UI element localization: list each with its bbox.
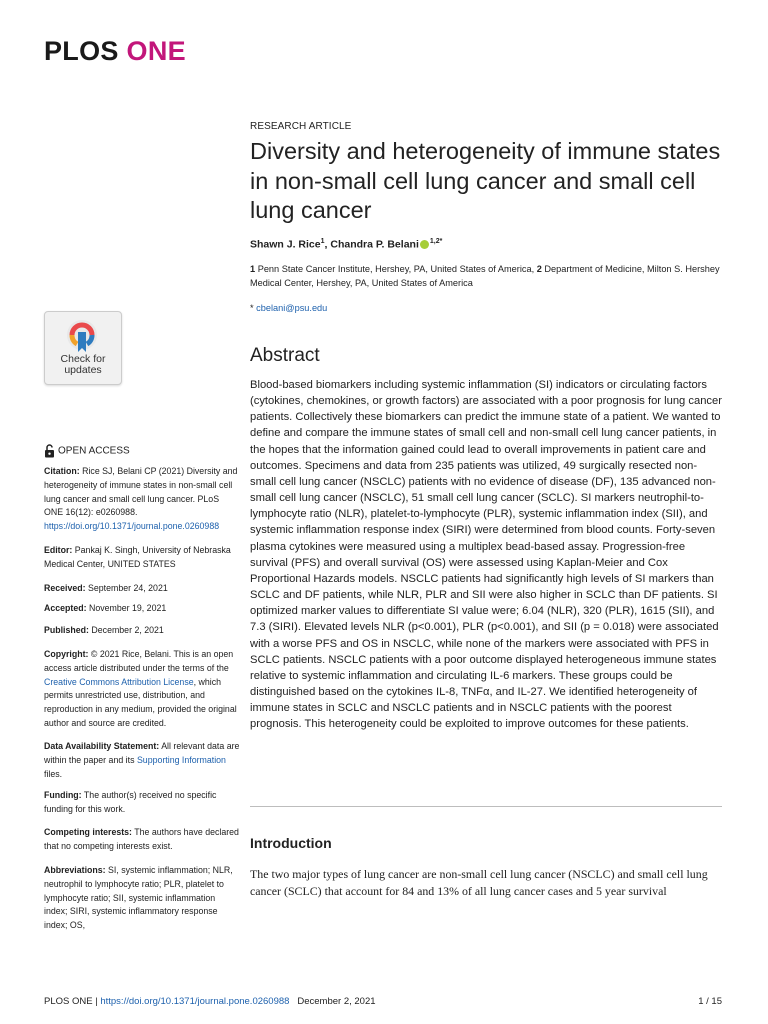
introduction-heading: Introduction <box>250 835 332 851</box>
supporting-information-link[interactable]: Supporting Information <box>136 754 226 765</box>
copyright-text: , which permits unrestricted use, distribution, and reproduction in any medium, provided the original author and source are credited. <box>44 676 237 728</box>
corresponding-mark: * <box>439 238 443 245</box>
copyright-block <box>44 648 240 731</box>
affiliation-text: Penn State Cancer Institute, Hershey, PA, United States of America, <box>257 264 535 274</box>
funding-label: Funding: <box>44 790 82 800</box>
editor-text: Pankaj K. Singh, University of Nebraska Medical Center, UNITED STATES <box>44 545 231 569</box>
introduction-text: The two major types of lung cancer are non-small cell lung cancer (NSCLC) and small cell lung cancer (SCLC) that account for 84 and 13% of all lung cancer cases and 5 year survival <box>250 867 708 898</box>
funding-block <box>44 789 240 817</box>
article-title: Diversity and heterogeneity of immune states in non-small cell lung cancer and small cell lung cancer <box>250 138 721 223</box>
copyright-label: Copyright: <box>44 649 89 659</box>
badge-label <box>45 354 121 376</box>
logo-plos: PLOS <box>44 36 119 66</box>
badge-line: Check for <box>60 353 106 365</box>
citation-label: Citation: <box>44 466 80 476</box>
affiliation-number: 2 <box>536 264 542 274</box>
crossmark-icon <box>64 318 100 354</box>
license-link[interactable]: Creative Commons Attribution License <box>44 676 194 687</box>
copyright-text: © 2021 Rice, Belani. This is an open access article distributed under the terms of the <box>44 649 234 673</box>
received-label: Received: <box>44 583 86 593</box>
published-block <box>44 624 240 638</box>
citation-doi-link[interactable]: https://doi.org/10.1371/journal.pone.0260988 <box>44 521 220 532</box>
funding-text: The author(s) received no specific funding for this work. <box>44 790 217 814</box>
data-availability-label: Data Availability Statement: <box>44 741 160 751</box>
footer-journal: PLOS ONE <box>44 996 93 1007</box>
badge-line: updates <box>64 364 102 376</box>
article-type: RESEARCH ARTICLE <box>250 121 352 132</box>
correspondence <box>250 303 327 313</box>
editor-label: Editor: <box>44 545 73 555</box>
footer-separator: | <box>95 996 98 1007</box>
competing-interests-label: Competing interests: <box>44 827 132 837</box>
accepted-block <box>44 602 240 616</box>
abbreviations-text: SI, systemic inflammation; NLR, neutrophil to lymphocyte ratio; PLR, platelet to lymphocyte ratio; SII, systemic inflammation index; SIRI, systemic inflammatory response index; OS, <box>44 865 233 931</box>
published-label: Published: <box>44 625 89 635</box>
orcid-icon[interactable] <box>420 240 429 249</box>
check-for-updates-badge[interactable] <box>44 311 122 385</box>
page-number: 1 / 15 <box>698 996 722 1007</box>
journal-logo <box>44 36 186 67</box>
affiliation-text: Department of Medicine, Milton S. Hershey Medical Center, Hershey, PA, United States of America <box>250 264 720 288</box>
affiliations <box>250 262 720 290</box>
footer-doi-link[interactable]: https://doi.org/10.1371/journal.pone.0260988 <box>100 996 290 1007</box>
competing-interests-text: The authors have declared that no competing interests exist. <box>44 827 239 851</box>
abstract-heading: Abstract <box>250 345 320 366</box>
open-lock-icon <box>44 444 55 458</box>
author-list: Shawn J. Rice$^1$, Chandra P. Belani $^{1,2*}$ <box>250 238 443 251</box>
logo-one: ONE <box>126 36 186 66</box>
abstract-text: Blood-based biomarkers including systemic inflammation (SI) indicators or circulating factors (cytokines, chemokines, or growth factors) are associated with a poor prognosis for lung cancer patients. Collectively these biomarkers can predict the immune state of a patient. We wanted to define and compare the immune states of small cell and non-small cell lung cancer patients, in the hopes that the information gained could lead to overall improvements in patient care and outcomes. Specimens and data from 235 patients was utilized, 49 surgically resected non-small cell lung cancer (NSCLC) patients with no evidence of disease (DF), 135 advanced non-small cell lung cancer (NSCLC), 51 small cell lung cancer (SCLC). SI markers neutrophil-to-lymphocyte ratio (NLR), platelet-to-lymphocyte (PLR), systemic inflammation index (SII), and systemic inflammation response index (SIRI) were determined from blood counts. Forty-seven plasma cytokines were measured using a multiplex bead-based assay. Progression-free survival (PFS) and overall survival (OS) were assessed using Kaplan-Meier and Cox Proportional Hazards models. NSCLC patients had significantly high levels of SI markers than SCLC and DF patients, while NLR, PLR and SII were also higher in SCLC than DF patients. SI optimized marker values to differentiate SI value were; 6.04 (NLR), 320 (PLR), 1615 (SII), and 7.3 (SIRI). Elevated levels NLR (p<0.001), PLR (p<0.001), and SII (p = 0.018) were associated with a worse PFS and OS in NSCLC, while none of the markers were associated with PFS in SCLC patients. NSCLC patients with a poor outcome displayed heterogeneous immune states relative to systemic inflammation and circulating IL-6 markers. These groups could be distinguished based on the cytokines IL-8, TNFα, and IL-27. We identified heterogeneity of immune states in SCLC and NSCLC patients and in NSCLC patients with the poorest prognosis. This heterogeneity could be exploited to improve outcomes for these patients. <box>250 379 722 731</box>
abbreviations-label: Abbreviations: <box>44 865 106 875</box>
data-availability-text: files. <box>44 768 63 779</box>
author-affiliation-mark: 1,2 <box>429 238 440 245</box>
abbreviations-block <box>44 864 240 933</box>
data-availability-text: All relevant data are within the paper and its <box>44 741 240 765</box>
email-link[interactable]: cbelani@psu.edu <box>256 303 328 313</box>
accepted-text: November 19, 2021 <box>88 603 167 613</box>
editor-block <box>44 544 240 572</box>
affiliation-number: 1 <box>250 264 256 274</box>
data-availability-block <box>44 740 240 781</box>
received-block <box>44 582 240 596</box>
page-footer <box>44 996 376 1007</box>
published-text: December 2, 2021 <box>91 625 164 635</box>
citation-block <box>44 465 240 534</box>
received-text: September 24, 2021 <box>88 583 168 593</box>
footer-date: December 2, 2021 <box>297 996 376 1007</box>
divider <box>250 806 722 807</box>
corresponding-mark: * <box>250 303 254 313</box>
accepted-label: Accepted: <box>44 603 87 613</box>
open-access-label: OPEN ACCESS <box>58 445 130 457</box>
open-access <box>44 444 130 458</box>
author-affiliation-mark: 1 <box>320 238 325 245</box>
author-name[interactable]: Chandra P. Belani <box>330 238 419 251</box>
author-name[interactable]: Shawn J. Rice <box>250 238 321 251</box>
competing-interests-block <box>44 826 240 854</box>
citation-text: Rice SJ, Belani CP (2021) Diversity and heterogeneity of immune states in non-small cell lung cancer and small cell lung cancer. PLoS ONE 16(12): e0260988. <box>44 466 238 518</box>
